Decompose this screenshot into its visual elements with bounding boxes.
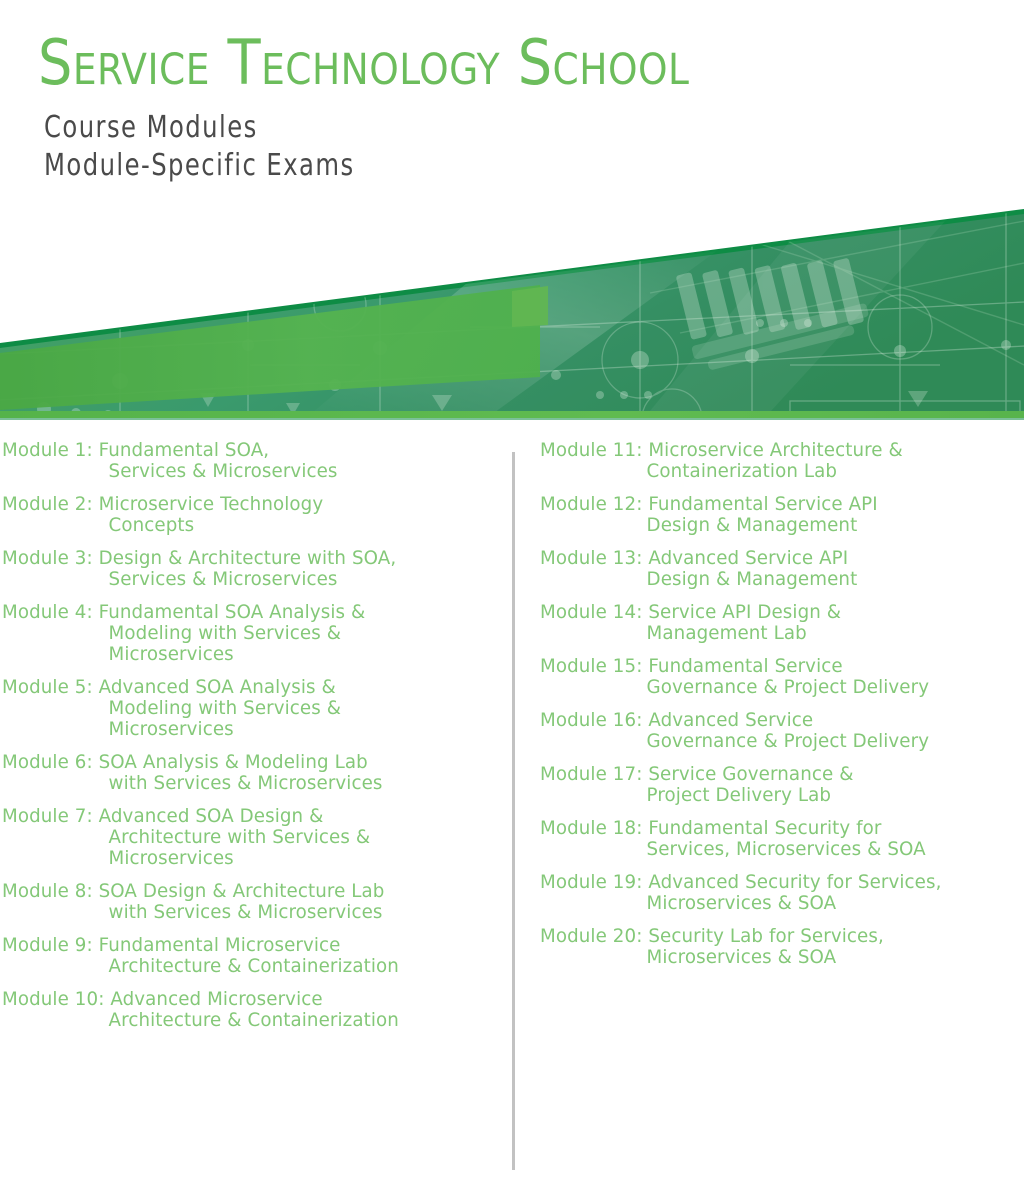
module-right-line: Design & Management (646, 514, 858, 536)
module-right-line: Management Lab (646, 622, 807, 644)
module-left-line: Microservices (108, 847, 234, 869)
module-right-item[interactable] (540, 872, 1010, 914)
module-right-line: Module 18: Fundamental Security for (540, 817, 882, 839)
module-left-line: Microservices (108, 643, 234, 665)
module-left-line: Module 3: Design & Architecture with SOA, (2, 547, 397, 569)
module-left-item[interactable] (2, 881, 502, 923)
module-left-line: Module 2: Microservice Technology (2, 493, 324, 515)
module-left-line: Architecture & Containerization (108, 1009, 399, 1031)
module-left-line: Modeling with Services & (108, 697, 342, 719)
module-right-line: Governance & Project Delivery (646, 730, 930, 752)
module-right-line: Project Delivery Lab (646, 784, 832, 806)
module-left-line: with Services & Microservices (108, 901, 383, 923)
hero-banner-graphic (0, 205, 1024, 423)
module-left-item[interactable] (2, 602, 502, 665)
module-lists (0, 440, 1024, 1200)
module-right-line: Module 12: Fundamental Service API (540, 493, 878, 515)
module-right-line: Containerization Lab (646, 460, 838, 482)
module-right-item[interactable] (540, 710, 1010, 752)
module-left-line: Module 5: Advanced SOA Analysis & (2, 676, 336, 698)
module-right-item[interactable] (540, 656, 1010, 698)
module-right-item[interactable] (540, 602, 1010, 644)
module-right-line: Services, Microservices & SOA (646, 838, 926, 860)
page-title: Service Technology School (38, 26, 690, 99)
module-left-item[interactable] (2, 548, 502, 590)
module-left-line: Module 4: Fundamental SOA Analysis & (2, 601, 366, 623)
module-left-item[interactable] (2, 806, 502, 869)
module-right-item[interactable] (540, 440, 1010, 482)
banner-bottom-strip (0, 411, 1024, 418)
module-column-left (2, 440, 502, 1043)
subtitle-line-module-specific-exams: Module-Specific Exams (44, 148, 355, 183)
module-left-line: Module 10: Advanced Microservice (2, 988, 323, 1010)
module-left-item[interactable] (2, 989, 502, 1031)
module-left-item[interactable] (2, 440, 502, 482)
page-header (0, 0, 1024, 210)
module-right-line: Module 16: Advanced Service (540, 709, 814, 731)
module-left-item[interactable] (2, 935, 502, 977)
module-left-line: Module 1: Fundamental SOA, (2, 439, 270, 461)
module-left-line: Services & Microservices (108, 568, 338, 590)
module-right-line: Module 15: Fundamental Service (540, 655, 843, 677)
module-left-line: Module 9: Fundamental Microservice (2, 934, 341, 956)
module-right-item[interactable] (540, 818, 1010, 860)
module-left-item[interactable] (2, 677, 502, 740)
module-right-line: Module 14: Service API Design & (540, 601, 842, 623)
module-left-line: Module 8: SOA Design & Architecture Lab (2, 880, 385, 902)
subtitle-line-course-modules: Course Modules (44, 110, 258, 145)
module-right-line: Module 19: Advanced Security for Services, (540, 871, 942, 893)
module-left-line: Modeling with Services & (108, 622, 342, 644)
module-column-right (540, 440, 1010, 980)
module-left-line: Microservices (108, 718, 234, 740)
module-left-line: with Services & Microservices (108, 772, 383, 794)
module-left-line: Architecture with Services & (108, 826, 371, 848)
banner-bottom-rule (0, 418, 1024, 420)
module-left-line: Module 7: Advanced SOA Design & (2, 805, 324, 827)
column-divider (512, 452, 515, 1170)
module-right-line: Governance & Project Delivery (646, 676, 930, 698)
banner-accent-square (512, 286, 548, 327)
module-left-item[interactable] (2, 494, 502, 536)
module-right-line: Module 17: Service Governance & (540, 763, 854, 785)
subtitle-block (44, 109, 389, 185)
module-left-line: Services & Microservices (108, 460, 338, 482)
module-right-item[interactable] (540, 764, 1010, 806)
module-right-line: Module 11: Microservice Architecture & (540, 439, 903, 461)
module-left-item[interactable] (2, 752, 502, 794)
module-right-item[interactable] (540, 494, 1010, 536)
module-left-line: Concepts (108, 514, 195, 536)
module-right-line: Module 20: Security Lab for Services, (540, 925, 884, 947)
module-right-line: Microservices & SOA (646, 892, 837, 914)
module-left-line: Architecture & Containerization (108, 955, 399, 977)
module-right-line: Microservices & SOA (646, 946, 837, 968)
module-right-item[interactable] (540, 548, 1010, 590)
module-right-line: Design & Management (646, 568, 858, 590)
module-left-line: Module 6: SOA Analysis & Modeling Lab (2, 751, 368, 773)
module-right-item[interactable] (540, 926, 1010, 968)
banner-artwork (0, 205, 1024, 423)
module-right-line: Module 13: Advanced Service API (540, 547, 849, 569)
